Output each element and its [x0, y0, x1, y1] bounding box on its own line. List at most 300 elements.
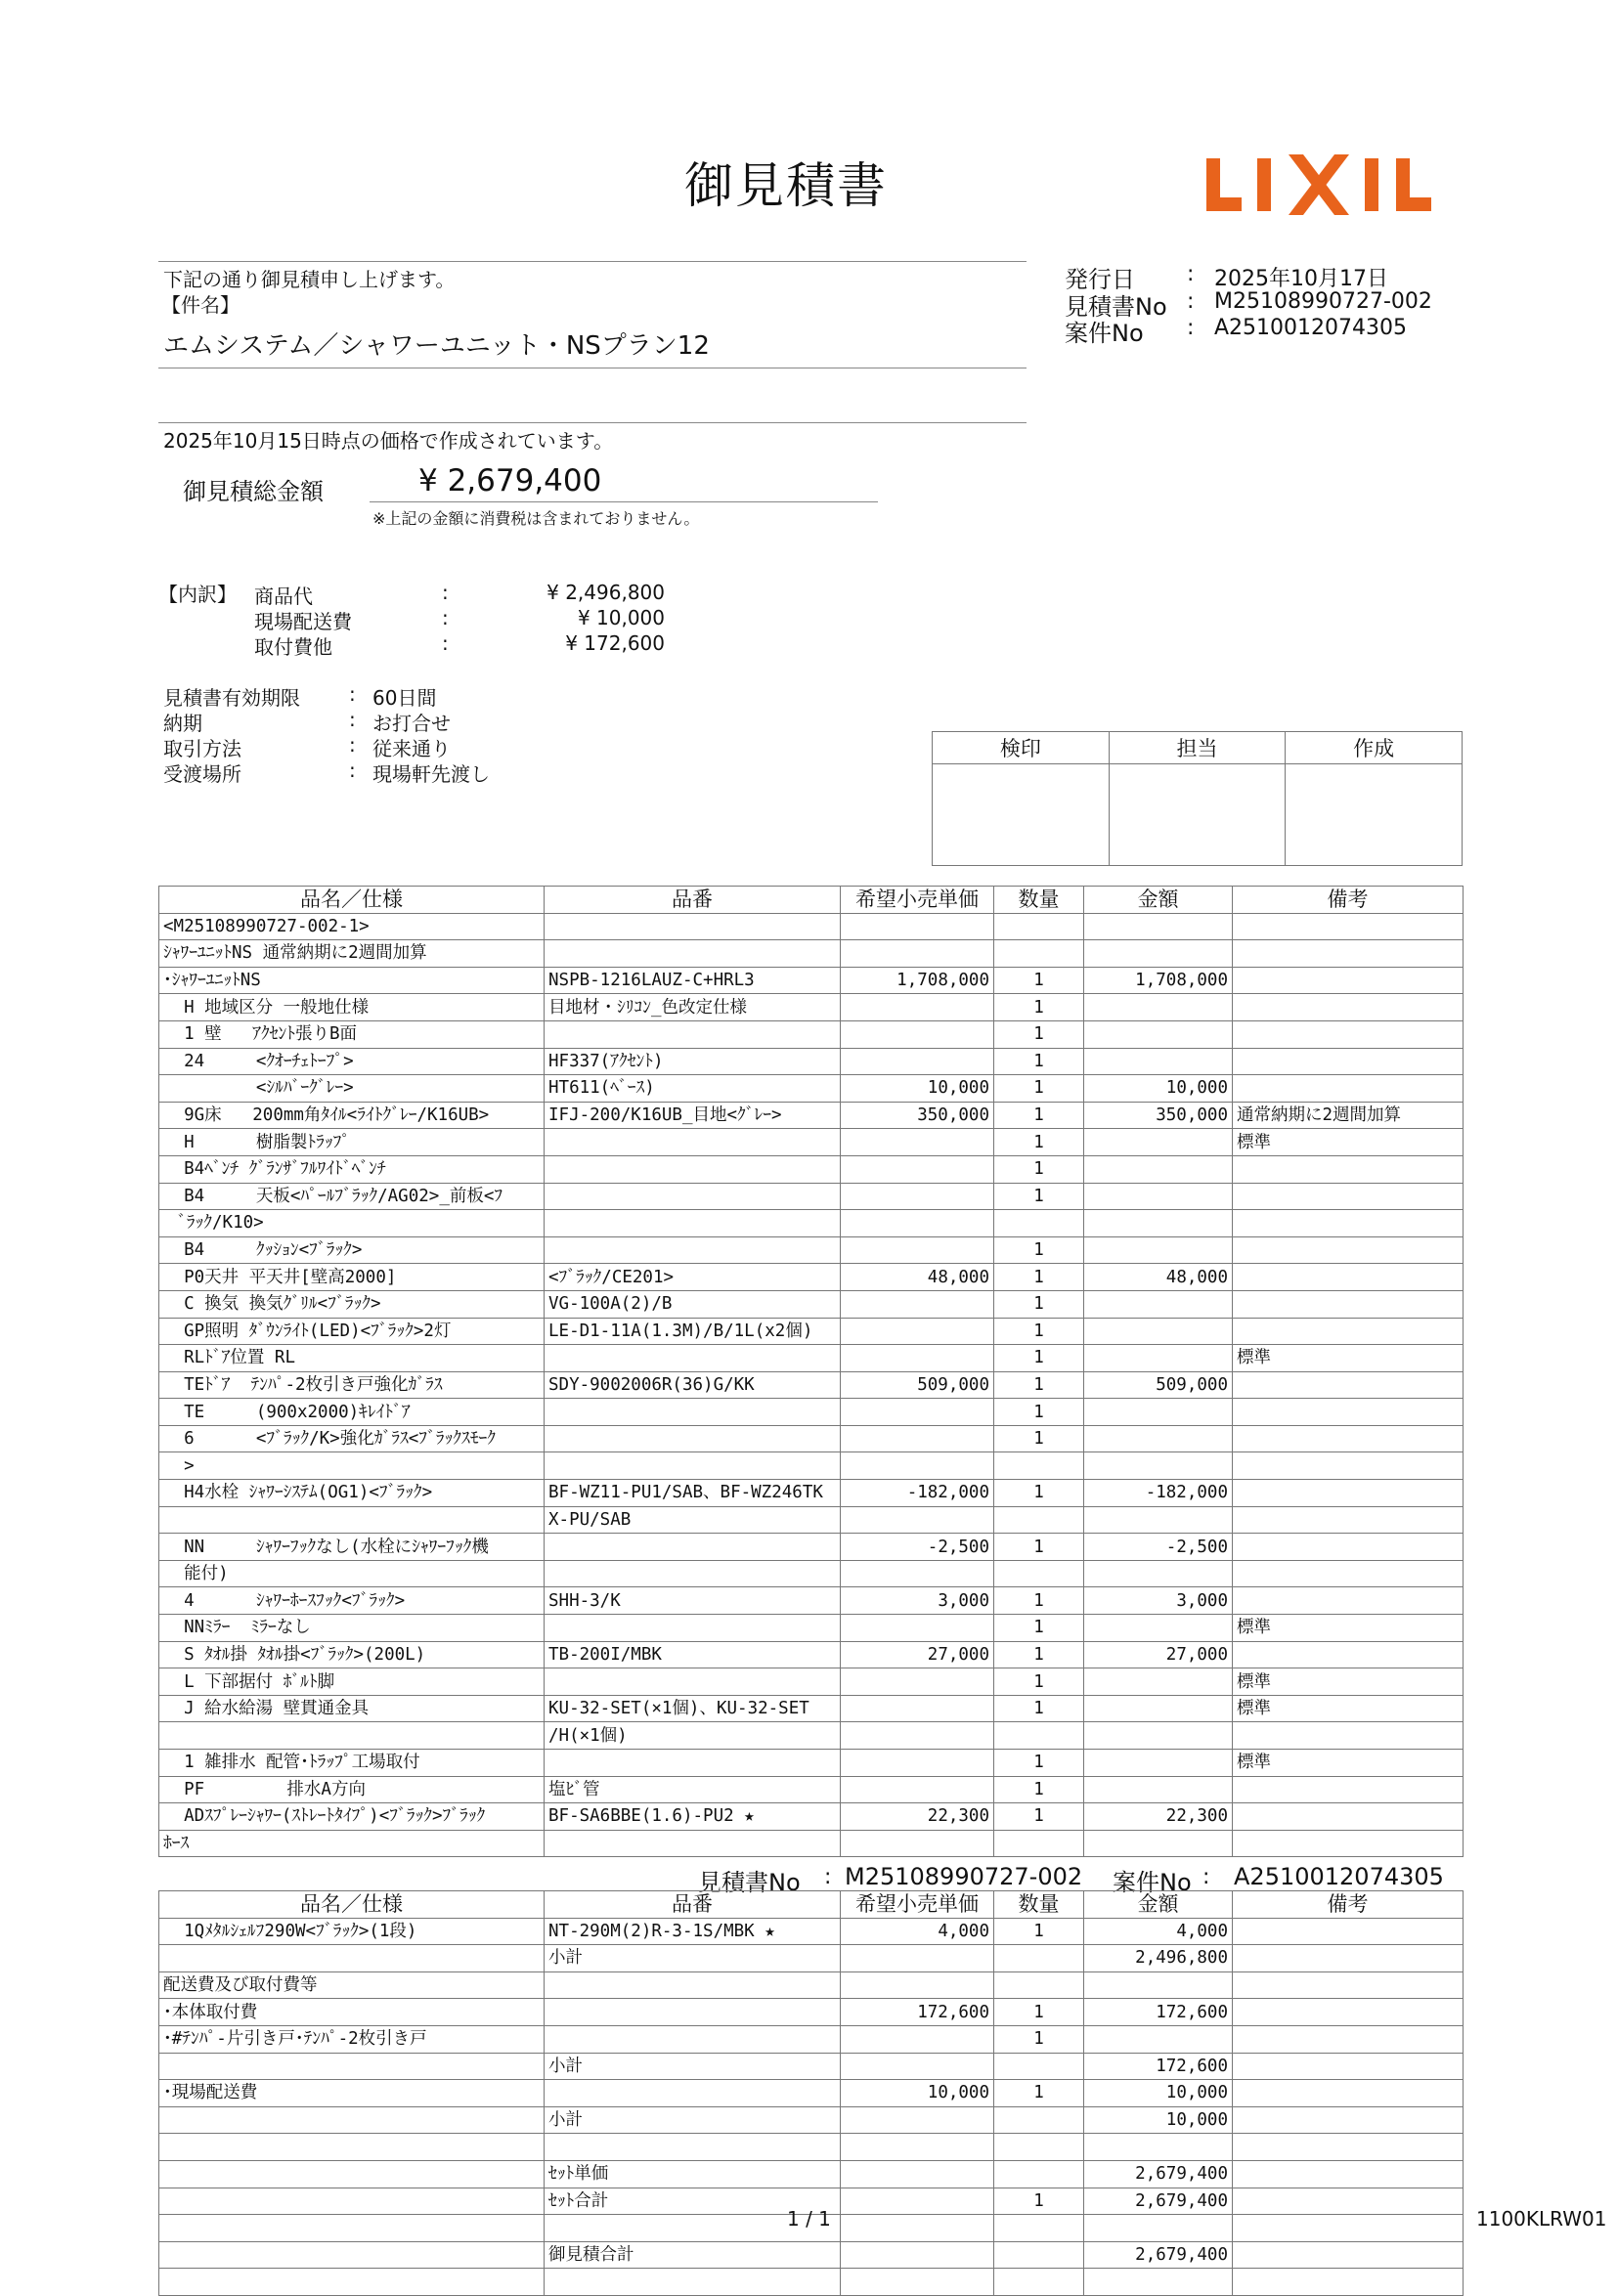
table-row — [159, 1264, 1464, 1291]
table-row — [159, 1020, 1464, 1048]
table-row — [159, 2160, 1464, 2188]
cell-name: 4 ｼｬﾜｰﾎｰｽﾌｯｸ<ﾌﾞﾗｯｸ> — [159, 1587, 545, 1615]
breakdown-item-value: ¥ 172,600 — [565, 631, 665, 655]
cell-remarks — [1233, 1587, 1464, 1615]
breakdown-sep: : — [442, 606, 449, 629]
page2-case-no: A2510012074305 — [1234, 1863, 1444, 1890]
cell-remarks — [1233, 1399, 1464, 1426]
cell-part-no — [545, 1668, 841, 1696]
table-row — [159, 1695, 1464, 1722]
cell-qty: 1 — [994, 1425, 1084, 1452]
cell-part-no — [545, 1615, 841, 1642]
cell-part-no: 小計 — [545, 1945, 841, 1972]
cell-name: <ｼﾙﾊﾞｰｸﾞﾚｰ> — [159, 1075, 545, 1103]
table-row — [159, 1183, 1464, 1210]
cell-unit-price — [841, 1399, 994, 1426]
cell-name — [159, 2106, 545, 2134]
cell-part-no — [545, 2080, 841, 2107]
cell-qty — [994, 2160, 1084, 2188]
cell-remarks — [1233, 1506, 1464, 1534]
cell-qty — [994, 2269, 1084, 2296]
cell-amount — [1084, 1183, 1233, 1210]
cell-remarks: 標準 — [1233, 1615, 1464, 1642]
cell-unit-price — [841, 2160, 994, 2188]
cell-amount — [1084, 1155, 1233, 1183]
table-row — [159, 1750, 1464, 1777]
cell-name — [159, 2215, 545, 2242]
meta-sep: : — [1187, 316, 1195, 340]
cell-unit-price: 22,300 — [841, 1803, 994, 1831]
table-row — [159, 1587, 1464, 1615]
price-date-note: 2025年10月15日時点の価格で作成されています。 — [163, 429, 614, 453]
cell-qty — [994, 913, 1084, 940]
table-row — [159, 1615, 1464, 1642]
cell-name: H 地域区分 一般地仕様 — [159, 994, 545, 1021]
cell-name — [159, 1506, 545, 1534]
cell-remarks — [1233, 1210, 1464, 1237]
cell-part-no: LE-D1-11A(1.3M)/B/1L(x2個) — [545, 1318, 841, 1345]
cell-qty: 1 — [994, 1480, 1084, 1507]
breakdown-item-label: 商品代 — [254, 585, 313, 608]
table-row — [159, 1399, 1464, 1426]
cell-name: L 下部据付 ﾎﾞﾙﾄ脚 — [159, 1668, 545, 1696]
col-header-amount: 金額 — [1084, 887, 1233, 914]
cell-unit-price — [841, 1695, 994, 1722]
meta-quote-no: M25108990727-002 — [1214, 289, 1432, 314]
cell-part-no — [545, 1534, 841, 1561]
breakdown-item-label: 取付費他 — [254, 635, 332, 659]
cell-remarks — [1233, 1183, 1464, 1210]
cell-qty — [994, 2215, 1084, 2242]
table-row — [159, 2025, 1464, 2053]
cell-unit-price — [841, 1615, 994, 1642]
cell-name — [159, 2053, 545, 2080]
table-row — [159, 2134, 1464, 2161]
cell-remarks — [1233, 2080, 1464, 2107]
cell-qty: 1 — [994, 1399, 1084, 1426]
cell-amount: 2,679,400 — [1084, 2241, 1233, 2269]
cell-remarks — [1233, 2269, 1464, 2296]
cell-remarks — [1233, 1425, 1464, 1452]
col-header-amount: 金額 — [1084, 1891, 1233, 1919]
cell-part-no: /H(×1個) — [545, 1722, 841, 1750]
cell-amount: 2,496,800 — [1084, 1945, 1233, 1972]
cell-amount — [1084, 1318, 1233, 1345]
cell-part-no: NT-290M(2)R-3-1S/MBK ★ — [545, 1918, 841, 1945]
cell-part-no: SDY-9002006R(36)G/KK — [545, 1371, 841, 1399]
cell-unit-price: -2,500 — [841, 1534, 994, 1561]
cell-remarks — [1233, 1236, 1464, 1264]
cell-part-no: 小計 — [545, 2106, 841, 2134]
terms-value: 60日間 — [372, 686, 437, 710]
cell-part-no — [545, 913, 841, 940]
breakdown-item-value: ¥ 2,496,800 — [546, 581, 665, 604]
cell-part-no — [545, 1129, 841, 1156]
cell-amount: 3,000 — [1084, 1587, 1233, 1615]
cell-unit-price — [841, 994, 994, 1021]
cell-part-no — [545, 2269, 841, 2296]
cell-amount — [1084, 2134, 1233, 2161]
cell-amount: 2,679,400 — [1084, 2188, 1233, 2215]
cell-amount: 350,000 — [1084, 1102, 1233, 1129]
cell-remarks — [1233, 2215, 1464, 2242]
cell-name: H 樹脂製ﾄﾗｯﾌﾟ — [159, 1129, 545, 1156]
terms-label: 受渡場所 — [163, 762, 241, 786]
cell-name: RLﾄﾞｱ位置 RL — [159, 1345, 545, 1372]
table-row — [159, 1048, 1464, 1075]
cell-part-no — [545, 1560, 841, 1587]
cell-amount — [1084, 1776, 1233, 1803]
cell-part-no: NSPB-1216LAUZ-C+HRL3 — [545, 967, 841, 994]
cell-part-no — [545, 1750, 841, 1777]
col-header-unit-price: 希望小売単価 — [841, 887, 994, 914]
cell-name: B4 ｸｯｼｮﾝ<ﾌﾞﾗｯｸ> — [159, 1236, 545, 1264]
page2-quote-no: M25108990727-002 — [845, 1863, 1083, 1890]
cell-unit-price — [841, 940, 994, 968]
cell-unit-price — [841, 1236, 994, 1264]
cell-amount: 10,000 — [1084, 2080, 1233, 2107]
cell-part-no: 小計 — [545, 2053, 841, 2080]
cell-qty: 1 — [994, 2188, 1084, 2215]
cell-amount — [1084, 1048, 1233, 1075]
cell-unit-price — [841, 1452, 994, 1480]
cell-amount — [1084, 1345, 1233, 1372]
cell-qty: 1 — [994, 1641, 1084, 1668]
cell-amount — [1084, 1210, 1233, 1237]
cell-unit-price — [841, 1020, 994, 1048]
cell-qty — [994, 1830, 1084, 1857]
cell-part-no — [545, 1155, 841, 1183]
cell-remarks — [1233, 1641, 1464, 1668]
cell-qty: 1 — [994, 967, 1084, 994]
meta-case-no: A2510012074305 — [1214, 316, 1408, 340]
table-row — [159, 1236, 1464, 1264]
cell-qty — [994, 1945, 1084, 1972]
table-row — [159, 1506, 1464, 1534]
cell-name: 能付) — [159, 1560, 545, 1587]
cell-remarks — [1233, 1945, 1464, 1972]
cell-unit-price — [841, 913, 994, 940]
cell-remarks: 標準 — [1233, 1750, 1464, 1777]
totals-table — [158, 1890, 1464, 2296]
tax-note: ※上記の金額に消費税は含まれておりません。 — [372, 509, 700, 528]
table-row — [159, 1999, 1464, 2026]
total-label: 御見積総金額 — [183, 478, 324, 505]
table-row — [159, 1452, 1464, 1480]
cell-unit-price — [841, 2106, 994, 2134]
items-table — [158, 886, 1464, 1857]
cell-part-no: VG-100A(2)/B — [545, 1290, 841, 1318]
col-header-remarks: 備考 — [1233, 1891, 1464, 1919]
cell-unit-price: 10,000 — [841, 1075, 994, 1103]
table-row — [159, 1345, 1464, 1372]
cell-remarks — [1233, 2053, 1464, 2080]
cell-qty: 1 — [994, 2025, 1084, 2053]
cell-name: NNﾐﾗｰ ﾐﾗｰなし — [159, 1615, 545, 1642]
cell-part-no: X-PU/SAB — [545, 1506, 841, 1534]
cell-qty: 1 — [994, 1668, 1084, 1696]
cell-remarks — [1233, 1452, 1464, 1480]
cell-qty: 1 — [994, 1345, 1084, 1372]
col-header-remarks: 備考 — [1233, 887, 1464, 914]
cell-part-no — [545, 1020, 841, 1048]
cell-qty: 1 — [994, 1236, 1084, 1264]
cell-qty — [994, 1722, 1084, 1750]
cell-amount — [1084, 913, 1233, 940]
table-row — [159, 1371, 1464, 1399]
cell-qty — [994, 1971, 1084, 1999]
table-row — [159, 1210, 1464, 1237]
table-row — [159, 1480, 1464, 1507]
cell-qty — [994, 2241, 1084, 2269]
cell-remarks — [1233, 1560, 1464, 1587]
cell-name: J 給水給湯 壁貫通金具 — [159, 1695, 545, 1722]
terms-sep: : — [349, 708, 356, 731]
cell-remarks — [1233, 1722, 1464, 1750]
cell-unit-price — [841, 1290, 994, 1318]
cell-qty — [994, 940, 1084, 968]
cell-remarks — [1233, 2160, 1464, 2188]
cell-amount: 48,000 — [1084, 1264, 1233, 1291]
cell-qty: 1 — [994, 1695, 1084, 1722]
cell-amount: 509,000 — [1084, 1371, 1233, 1399]
cell-remarks — [1233, 1803, 1464, 1831]
col-header-qty: 数量 — [994, 887, 1084, 914]
cell-remarks — [1233, 1534, 1464, 1561]
cell-remarks: 標準 — [1233, 1668, 1464, 1696]
col-header-name: 品名／仕様 — [159, 1891, 545, 1919]
cell-name — [159, 2241, 545, 2269]
cell-amount: 172,600 — [1084, 1999, 1233, 2026]
cell-part-no — [545, 1999, 841, 2026]
cell-part-no: 御見積合計 — [545, 2241, 841, 2269]
cell-remarks — [1233, 1264, 1464, 1291]
cell-name: ﾞﾗｯｸ/K10> — [159, 1210, 545, 1237]
table-row — [159, 1830, 1464, 1857]
cell-amount — [1084, 1399, 1233, 1426]
terms-sep: : — [349, 682, 356, 706]
cell-qty: 1 — [994, 1129, 1084, 1156]
stamp-box — [932, 731, 1463, 866]
cell-name: ･本体取付費 — [159, 1999, 545, 2026]
cell-part-no — [545, 2025, 841, 2053]
cell-unit-price: 10,000 — [841, 2080, 994, 2107]
page-number: 1 / 1 — [787, 2207, 831, 2231]
cell-remarks — [1233, 2188, 1464, 2215]
table-row — [159, 1075, 1464, 1103]
cell-unit-price — [841, 1776, 994, 1803]
table-row — [159, 940, 1464, 968]
cell-remarks — [1233, 1020, 1464, 1048]
cell-unit-price: 509,000 — [841, 1371, 994, 1399]
cell-name: 6 <ﾌﾞﾗｯｸ/K>強化ｶﾞﾗｽ<ﾌﾞﾗｯｸｽﾓｰｸ — [159, 1425, 545, 1452]
cell-remarks — [1233, 1776, 1464, 1803]
cell-unit-price — [841, 1129, 994, 1156]
cell-part-no: ｾｯﾄ合計 — [545, 2188, 841, 2215]
cell-amount: -2,500 — [1084, 1534, 1233, 1561]
cell-unit-price: 4,000 — [841, 1918, 994, 1945]
cell-unit-price: 27,000 — [841, 1641, 994, 1668]
cell-unit-price — [841, 1945, 994, 1972]
breakdown-label: 【内訳】 — [158, 583, 237, 606]
cell-amount: 172,600 — [1084, 2053, 1233, 2080]
page2-case-label: 案件No — [1113, 1869, 1192, 1896]
cell-part-no: SHH-3/K — [545, 1587, 841, 1615]
cell-name: ｼｬﾜｰﾕﾆｯﾄNS 通常納期に2週間加算 — [159, 940, 545, 968]
col-header-qty: 数量 — [994, 1891, 1084, 1919]
cell-name: ﾎｰｽ — [159, 1830, 545, 1857]
page2-sep: : — [1202, 1865, 1210, 1889]
meta-label-quote-no: 見積書No — [1065, 293, 1167, 321]
cell-qty: 1 — [994, 1075, 1084, 1103]
cell-name: GP照明 ﾀﾞｳﾝﾗｲﾄ(LED)<ﾌﾞﾗｯｸ>2灯 — [159, 1318, 545, 1345]
table-row — [159, 1102, 1464, 1129]
cell-qty: 1 — [994, 1803, 1084, 1831]
cell-qty: 1 — [994, 1615, 1084, 1642]
cell-amount — [1084, 2215, 1233, 2242]
cell-part-no: 塩ﾋﾞ管 — [545, 1776, 841, 1803]
cell-amount: 27,000 — [1084, 1641, 1233, 1668]
cell-part-no: ｾｯﾄ単価 — [545, 2160, 841, 2188]
table-row — [159, 1290, 1464, 1318]
table-row — [159, 1918, 1464, 1945]
terms-value: お打合せ — [372, 712, 451, 735]
cell-part-no — [545, 1830, 841, 1857]
cell-remarks — [1233, 913, 1464, 940]
cell-part-no — [545, 940, 841, 968]
cell-name: B4 天板<ﾊﾟｰﾙﾌﾞﾗｯｸ/AG02>_前板<ﾌ — [159, 1183, 545, 1210]
cell-amount — [1084, 1506, 1233, 1534]
terms-label: 納期 — [163, 712, 202, 735]
table-row — [159, 1668, 1464, 1696]
cell-name — [159, 1722, 545, 1750]
table-row — [159, 2241, 1464, 2269]
cell-unit-price — [841, 1048, 994, 1075]
cell-remarks — [1233, 2025, 1464, 2053]
cell-amount: 22,300 — [1084, 1803, 1233, 1831]
cell-name: B4ﾍﾞﾝﾁ ｸﾞﾗﾝｻﾞﾌﾙﾜｲﾄﾞﾍﾞﾝﾁ — [159, 1155, 545, 1183]
cell-part-no: BF-WZ11-PU1/SAB、BF-WZ246TK — [545, 1480, 841, 1507]
stamp-header-inspect: 検印 — [933, 732, 1110, 764]
cell-remarks — [1233, 1290, 1464, 1318]
col-header-name: 品名／仕様 — [159, 887, 545, 914]
lixil-logo — [1204, 139, 1478, 227]
table-row — [159, 913, 1464, 940]
cell-remarks: 標準 — [1233, 1129, 1464, 1156]
cell-unit-price — [841, 1345, 994, 1372]
total-amount: ¥ 2,679,400 — [418, 463, 602, 498]
cell-amount — [1084, 1425, 1233, 1452]
cell-amount — [1084, 2025, 1233, 2053]
cell-remarks — [1233, 940, 1464, 968]
cell-remarks — [1233, 1075, 1464, 1103]
cell-amount — [1084, 1615, 1233, 1642]
terms-label: 見積書有効期限 — [163, 686, 300, 710]
cell-remarks — [1233, 2106, 1464, 2134]
table-row — [159, 1425, 1464, 1452]
cell-remarks — [1233, 2134, 1464, 2161]
cell-name: 1 壁 ｱｸｾﾝﾄ張りB面 — [159, 1020, 545, 1048]
cell-unit-price: 172,600 — [841, 1999, 994, 2026]
breakdown-item-label: 現場配送費 — [254, 610, 352, 633]
cell-part-no — [545, 1425, 841, 1452]
cell-name — [159, 2269, 545, 2296]
cell-qty: 1 — [994, 1750, 1084, 1777]
cell-qty: 1 — [994, 1534, 1084, 1561]
cell-remarks: 標準 — [1233, 1345, 1464, 1372]
cell-amount — [1084, 994, 1233, 1021]
cell-name: 1 雑排水 配管･ﾄﾗｯﾌﾟ工場取付 — [159, 1750, 545, 1777]
cell-unit-price: 1,708,000 — [841, 967, 994, 994]
table-row — [159, 994, 1464, 1021]
cell-unit-price — [841, 1506, 994, 1534]
stamp-cell[interactable] — [1109, 764, 1286, 866]
cell-part-no: TB-200I/MBK — [545, 1641, 841, 1668]
cell-unit-price — [841, 2025, 994, 2053]
cell-remarks — [1233, 1155, 1464, 1183]
table-row — [159, 1534, 1464, 1561]
document-title: 御見積書 — [684, 157, 888, 214]
cell-qty — [994, 1506, 1084, 1534]
breakdown-sep: : — [442, 581, 449, 604]
cell-qty — [994, 2053, 1084, 2080]
cell-remarks — [1233, 1048, 1464, 1075]
cell-unit-price — [841, 1210, 994, 1237]
cell-qty: 1 — [994, 1918, 1084, 1945]
cell-name: 配送費及び取付費等 — [159, 1971, 545, 1999]
cell-part-no: IFJ-200/K16UB_目地<ｸﾞﾚｰ> — [545, 1102, 841, 1129]
cell-amount: 2,679,400 — [1084, 2160, 1233, 2188]
cell-qty: 1 — [994, 1102, 1084, 1129]
cell-unit-price — [841, 1971, 994, 1999]
cell-name: TEﾄﾞｱ ﾃﾝﾊﾟ-2枚引き戸強化ｶﾞﾗｽ — [159, 1371, 545, 1399]
cell-unit-price — [841, 2215, 994, 2242]
cell-name: TE (900x2000)ｷﾚｲﾄﾞｱ — [159, 1399, 545, 1426]
cell-part-no — [545, 1236, 841, 1264]
cell-name: 24 <ｸｵｰﾁｪﾄｰﾌﾟ> — [159, 1048, 545, 1075]
cell-amount: -182,000 — [1084, 1480, 1233, 1507]
stamp-cell[interactable] — [1286, 764, 1463, 866]
cell-part-no — [545, 1452, 841, 1480]
cell-name: S ﾀｵﾙ掛 ﾀｵﾙ掛<ﾌﾞﾗｯｸ>(200L) — [159, 1641, 545, 1668]
subject-label: 【件名】 — [161, 293, 240, 317]
cell-unit-price — [841, 1155, 994, 1183]
cell-remarks — [1233, 967, 1464, 994]
breakdown-sep: : — [442, 631, 449, 655]
document-code: 1100KLRW01 — [1476, 2207, 1607, 2231]
terms-sep: : — [349, 758, 356, 782]
cell-part-no — [545, 1971, 841, 1999]
stamp-cell[interactable] — [933, 764, 1110, 866]
breakdown-item-value: ¥ 10,000 — [577, 606, 665, 629]
cell-remarks — [1233, 1480, 1464, 1507]
cell-unit-price — [841, 1722, 994, 1750]
cell-part-no: KU-32-SET(×1個)、KU-32-SET — [545, 1695, 841, 1722]
table-row — [159, 2106, 1464, 2134]
table-row — [159, 1560, 1464, 1587]
cell-unit-price: 3,000 — [841, 1587, 994, 1615]
cell-qty: 1 — [994, 1999, 1084, 2026]
cell-qty: 1 — [994, 994, 1084, 1021]
cell-amount — [1084, 1830, 1233, 1857]
cell-remarks — [1233, 1971, 1464, 1999]
cell-remarks — [1233, 2241, 1464, 2269]
table-row — [159, 2080, 1464, 2107]
meta-label-issue-date: 発行日 — [1065, 266, 1135, 293]
cell-name: ･#ﾃﾝﾊﾟ-片引き戸･ﾃﾝﾊﾟ-2枚引き戸 — [159, 2025, 545, 2053]
cell-qty: 1 — [994, 1264, 1084, 1291]
cell-remarks — [1233, 1371, 1464, 1399]
